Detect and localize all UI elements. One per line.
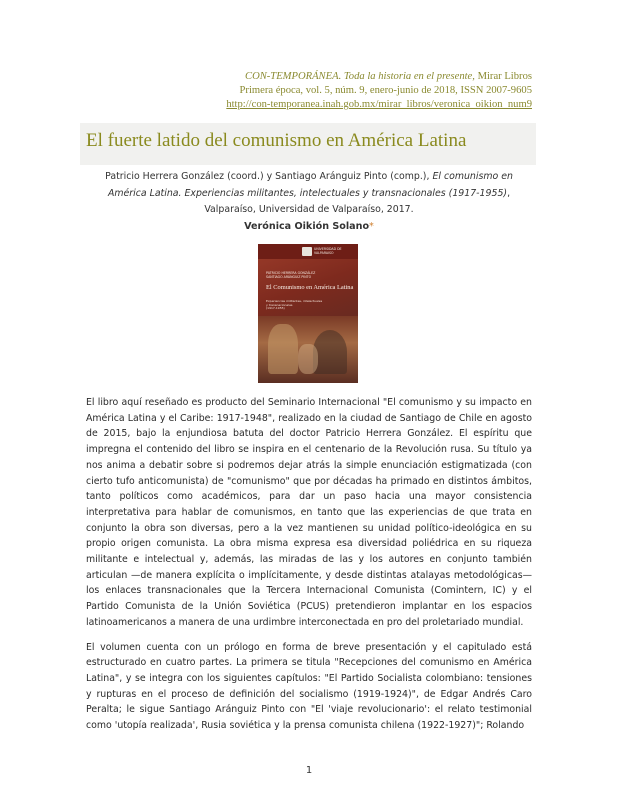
university-logo-icon bbox=[302, 247, 312, 256]
body-paragraph: El volumen cuenta con un prólogo en forma de breve presentación y el capitulado está estructurado en cuatro partes. La primera se titula "Recepciones del comunismo en América Latina", y se integra con los siguientes capítulos: "El Partido Socialista colombiano: tensiones y rupturas en el proceso de definición del socialismo (1919-1924)", de Edgar Andrés Caro Peralta; le sigue Santiago Aránguiz Pinto con "El 'viaje revolucionario': el relato testimonial como 'utopía realizada', Rusia soviética y la prensa comunista chilena (1922-1927)"; Rolando bbox=[86, 641, 532, 732]
issue-line: Primera época, vol. 5, núm. 9, enero-junio de 2018, ISSN 2007-9605 bbox=[239, 85, 532, 96]
cover-title: El Comunismo en América Latina bbox=[266, 284, 354, 291]
author-name: Verónica Oikión Solano bbox=[244, 221, 370, 232]
cover-mural-figure bbox=[298, 344, 318, 374]
journal-name: CON-TEMPORÁNEA. Toda la historia en el presente, bbox=[245, 71, 475, 82]
cover-publisher: UNIVERSIDAD DE VALPARAISO bbox=[314, 247, 342, 255]
article-title: El fuerte latido del comunismo en América Latina bbox=[86, 130, 467, 151]
article-url-link[interactable]: http://con-temporanea.inah.gob.mx/mirar_libros/veronica_oikion_num9 bbox=[226, 99, 532, 110]
book-citation bbox=[86, 169, 532, 219]
journal-header bbox=[112, 70, 532, 112]
article-body bbox=[86, 395, 532, 743]
citation-book-title: El comunismo en América Latina. Experiencias militantes, intelectuales y transnacionales (1917-1955) bbox=[107, 171, 513, 199]
body-paragraph: El libro aquí reseñado es producto del Seminario Internacional "El comunismo y su impacto en América Latina y el Caribe: 1917-1948", realizado en la ciudad de Santiago de Chile en agosto de 2015, bajo la enjundiosa batuta del doctor Patricio Herrera González. El espíritu que impregna el contenido del libro se inspira en el centenario de la Revolución rusa. Su título ya nos anima a debatir sobre si podremos dejar atrás la simple enunciación estigmatizada (con cierto tufo anticomunista) de "comunismo" que por décadas ha primado en distintos ámbitos, tanto políticos como académicos, para dar un paso hacia una mayor consistencia interpretativa para hablar de comunismos, en tanto que las experiencias de que trata en conjunto la obra son diversas, pero a la vez mantienen su unidad político-ideológica en su propio origen comunista. La obra misma expresa esa diversidad poliédrica en su riqueza militante e intelectual y, además, las miradas de las y los autores en conjunto también articulan —de manera explícita o implícitamente, y desde distintas atalayas metodológicas— los enlaces transnacionales que la Tercera Internacional Comunista (Comintern, IC) y el Partido Comunista de la Unión Soviética (PCUS) pretendieron implantar en los espacios latinoamericanos a manera de una urdimbre interconectada en pro del proletariado mundial. bbox=[86, 397, 532, 628]
cover-subtitle: Experiencias militantes, intelectuales y transnacionales (1917-1955) bbox=[266, 299, 323, 311]
section-name: Mirar Libros bbox=[474, 71, 532, 82]
review-author bbox=[86, 221, 532, 232]
journal-line bbox=[112, 70, 532, 84]
cover-mural-figure bbox=[313, 330, 347, 374]
author-footnote-mark[interactable]: * bbox=[369, 221, 374, 232]
cover-mural-figure bbox=[268, 324, 298, 374]
cover-editors: PATRICIO HERRERA GONZÁLEZ SANTIAGO ARÁNGUIZ PINTO bbox=[266, 271, 316, 279]
citation-editors: Patricio Herrera González (coord.) y Santiago Aránguiz Pinto (comp.), bbox=[105, 171, 433, 182]
book-cover-image bbox=[258, 244, 358, 383]
citation-publisher: , Valparaíso, Universidad de Valparaíso, 2017. bbox=[204, 187, 511, 215]
page-number: 1 bbox=[305, 765, 313, 776]
